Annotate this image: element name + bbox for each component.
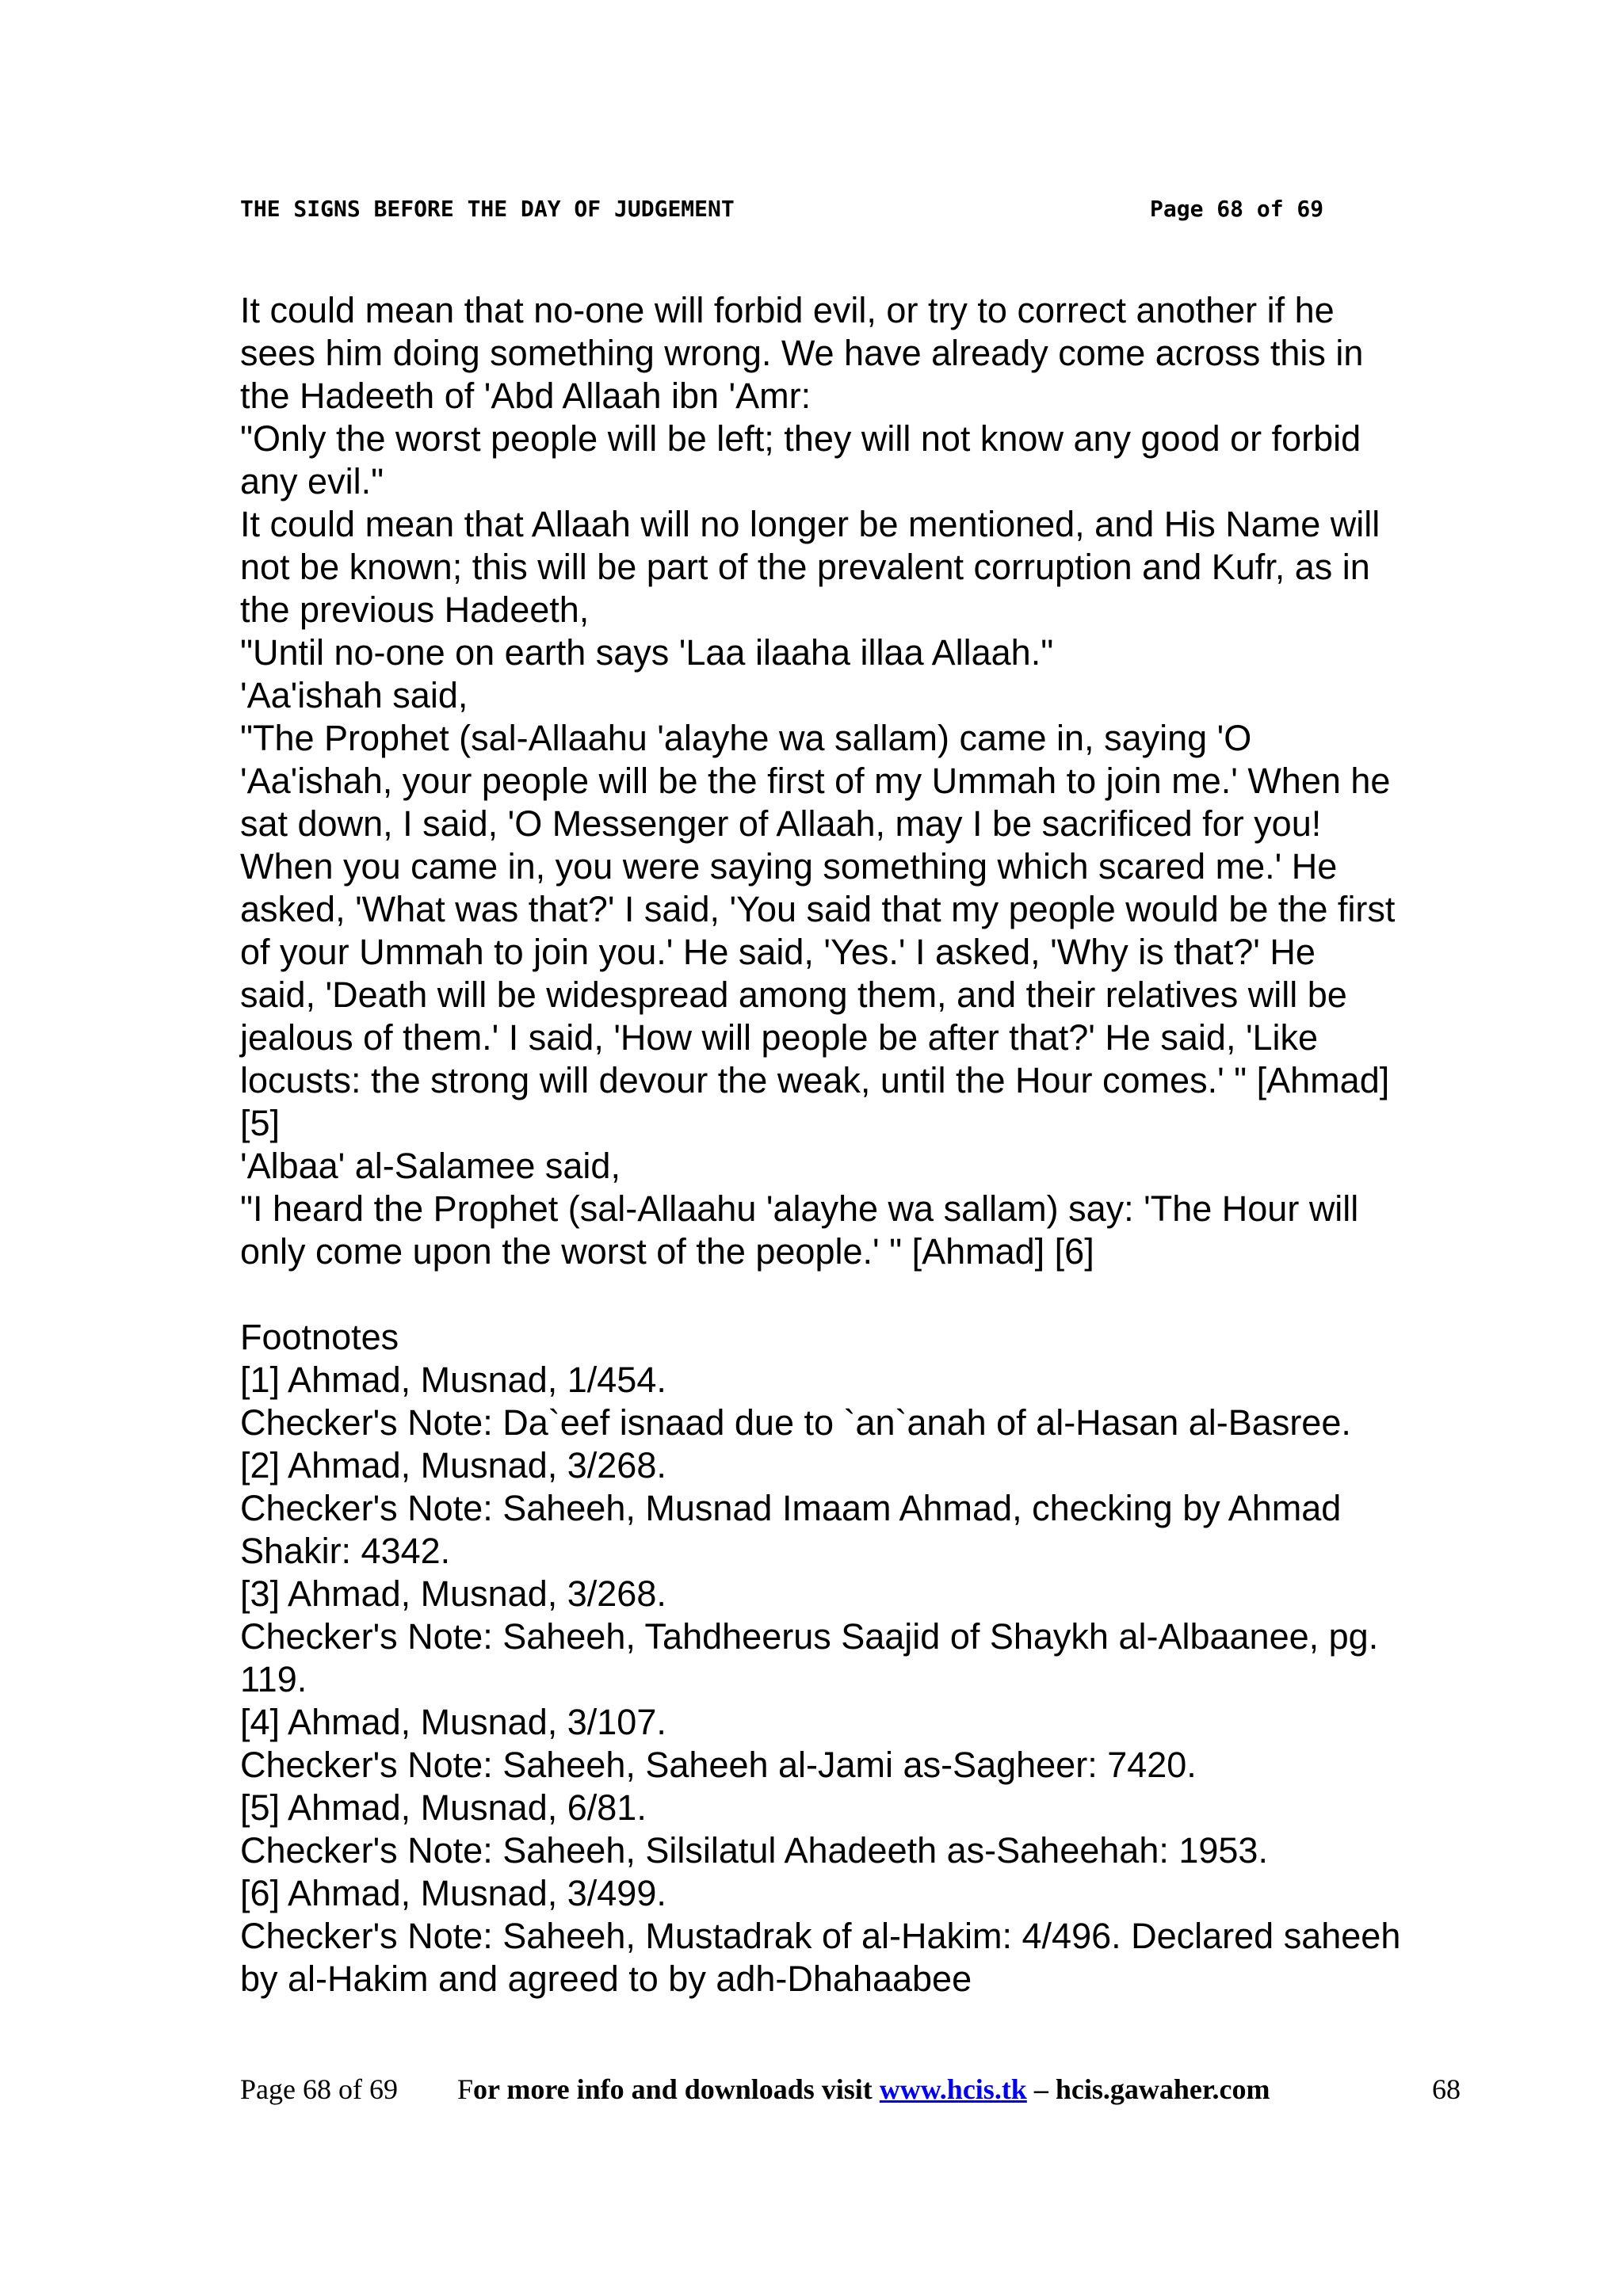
body-line: any evil." — [240, 461, 384, 502]
body-line: locusts: the strong will devour the weak, until the Hour comes.' " [Ahmad] — [240, 1060, 1390, 1100]
body-line: of your Ummah to join you.' He said, 'Yes.' I asked, 'Why is that?' He — [240, 932, 1316, 972]
document-title: THE SIGNS BEFORE THE DAY OF JUDGEMENT — [240, 196, 735, 222]
footnote-line: by al-Hakim and agreed to by adh-Dhahaabee — [240, 1958, 972, 1999]
footnote-line: [5] Ahmad, Musnad, 6/81. — [240, 1787, 647, 1828]
main-text — [240, 289, 1476, 2000]
body-line: 'Aa'ishah, your people will be the first of my Ummah to join me.' When he — [240, 761, 1391, 801]
body-line: When you came in, you were saying something which scared me.' He — [240, 846, 1338, 887]
body-line: the previous Hadeeth, — [240, 589, 590, 630]
header-page-count: Page 68 of 69 — [1150, 196, 1324, 222]
body-line: "Until no-one on earth says 'Laa ilaaha illaa Allaah." — [240, 632, 1054, 673]
footer-info-suffix: – hcis.gawaher.com — [1026, 2073, 1270, 2105]
footnote-line: Checker's Note: Saheeh, Musnad Imaam Ahmad, checking by Ahmad — [240, 1488, 1342, 1528]
footnote-line: 119. — [240, 1659, 307, 1699]
body-line: the Hadeeth of 'Abd Allaah ibn 'Amr: — [240, 376, 812, 416]
footer-info-prefix: or more info and downloads visit — [473, 2073, 880, 2105]
footnote-line: Checker's Note: Da`eef isnaad due to `an`anah of al-Hasan al-Basree. — [240, 1402, 1351, 1443]
footnote-line: Shakir: 4342. — [240, 1531, 451, 1571]
body-line: asked, 'What was that?' I said, 'You said that my people would be the first — [240, 889, 1396, 929]
body-line: It could mean that no-one will forbid evil, or try to correct another if he — [240, 290, 1335, 330]
footnote-line: [1] Ahmad, Musnad, 1/454. — [240, 1360, 666, 1400]
body-line: jealous of them.' I said, 'How will people be after that?' He said, 'Like — [240, 1017, 1319, 1058]
body-line: only come upon the worst of the people.' " [Ahmad] [6] — [240, 1231, 1094, 1272]
body-line: sees him doing something wrong. We have already come across this in — [240, 333, 1364, 373]
body-line: said, 'Death will be widespread among them, and their relatives will be — [240, 974, 1347, 1015]
footnote-line: Checker's Note: Saheeh, Tahdheerus Saajid of Shaykh al-Albaanee, pg. — [240, 1616, 1379, 1657]
footer-info-initial: F — [457, 2073, 474, 2105]
page-footer — [240, 2069, 1461, 2109]
footnote-line: Checker's Note: Saheeh, Saheeh al-Jami as-Sagheer: 7420. — [240, 1745, 1197, 1785]
body-line: 'Albaa' al-Salamee said, — [240, 1146, 621, 1186]
body-line: "I heard the Prophet (sal-Allaahu 'alayhe wa sallam) say: 'The Hour will — [240, 1188, 1359, 1229]
footnote-line: [2] Ahmad, Musnad, 3/268. — [240, 1445, 666, 1486]
body-line: [5] — [240, 1103, 281, 1143]
website-link[interactable]: www.hcis.tk — [879, 2073, 1027, 2105]
body-line: not be known; this will be part of the prevalent corruption and Kufr, as in — [240, 547, 1370, 587]
footnote-line: Checker's Note: Saheeh, Silsilatul Ahadeeth as-Saheehah: 1953. — [240, 1830, 1268, 1871]
footer-page-number: 68 — [1432, 2073, 1461, 2105]
running-header — [240, 193, 1359, 225]
footnotes-heading: Footnotes — [240, 1317, 399, 1357]
footnote-line: [4] Ahmad, Musnad, 3/107. — [240, 1702, 666, 1742]
body-line: sat down, I said, 'O Messenger of Allaah, may I be sacrificed for you! — [240, 803, 1322, 844]
body-line: It could mean that Allaah will no longer be mentioned, and His Name will — [240, 504, 1381, 544]
footnote-line: Checker's Note: Saheeh, Mustadrak of al-Hakim: 4/496. Declared saheeh — [240, 1916, 1401, 1956]
footnote-line: [3] Ahmad, Musnad, 3/268. — [240, 1573, 666, 1614]
paragraph-spacer — [240, 1273, 1476, 1316]
body-line: 'Aa'ishah said, — [240, 675, 468, 715]
footer-info-text — [457, 2069, 1270, 2109]
body-line: "The Prophet (sal-Allaahu 'alayhe wa sallam) came in, saying 'O — [240, 718, 1252, 758]
footer-page-count: Page 68 of 69 — [240, 2073, 398, 2105]
footnote-line: [6] Ahmad, Musnad, 3/499. — [240, 1873, 666, 1913]
body-line: "Only the worst people will be left; they will not know any good or forbid — [240, 418, 1361, 459]
